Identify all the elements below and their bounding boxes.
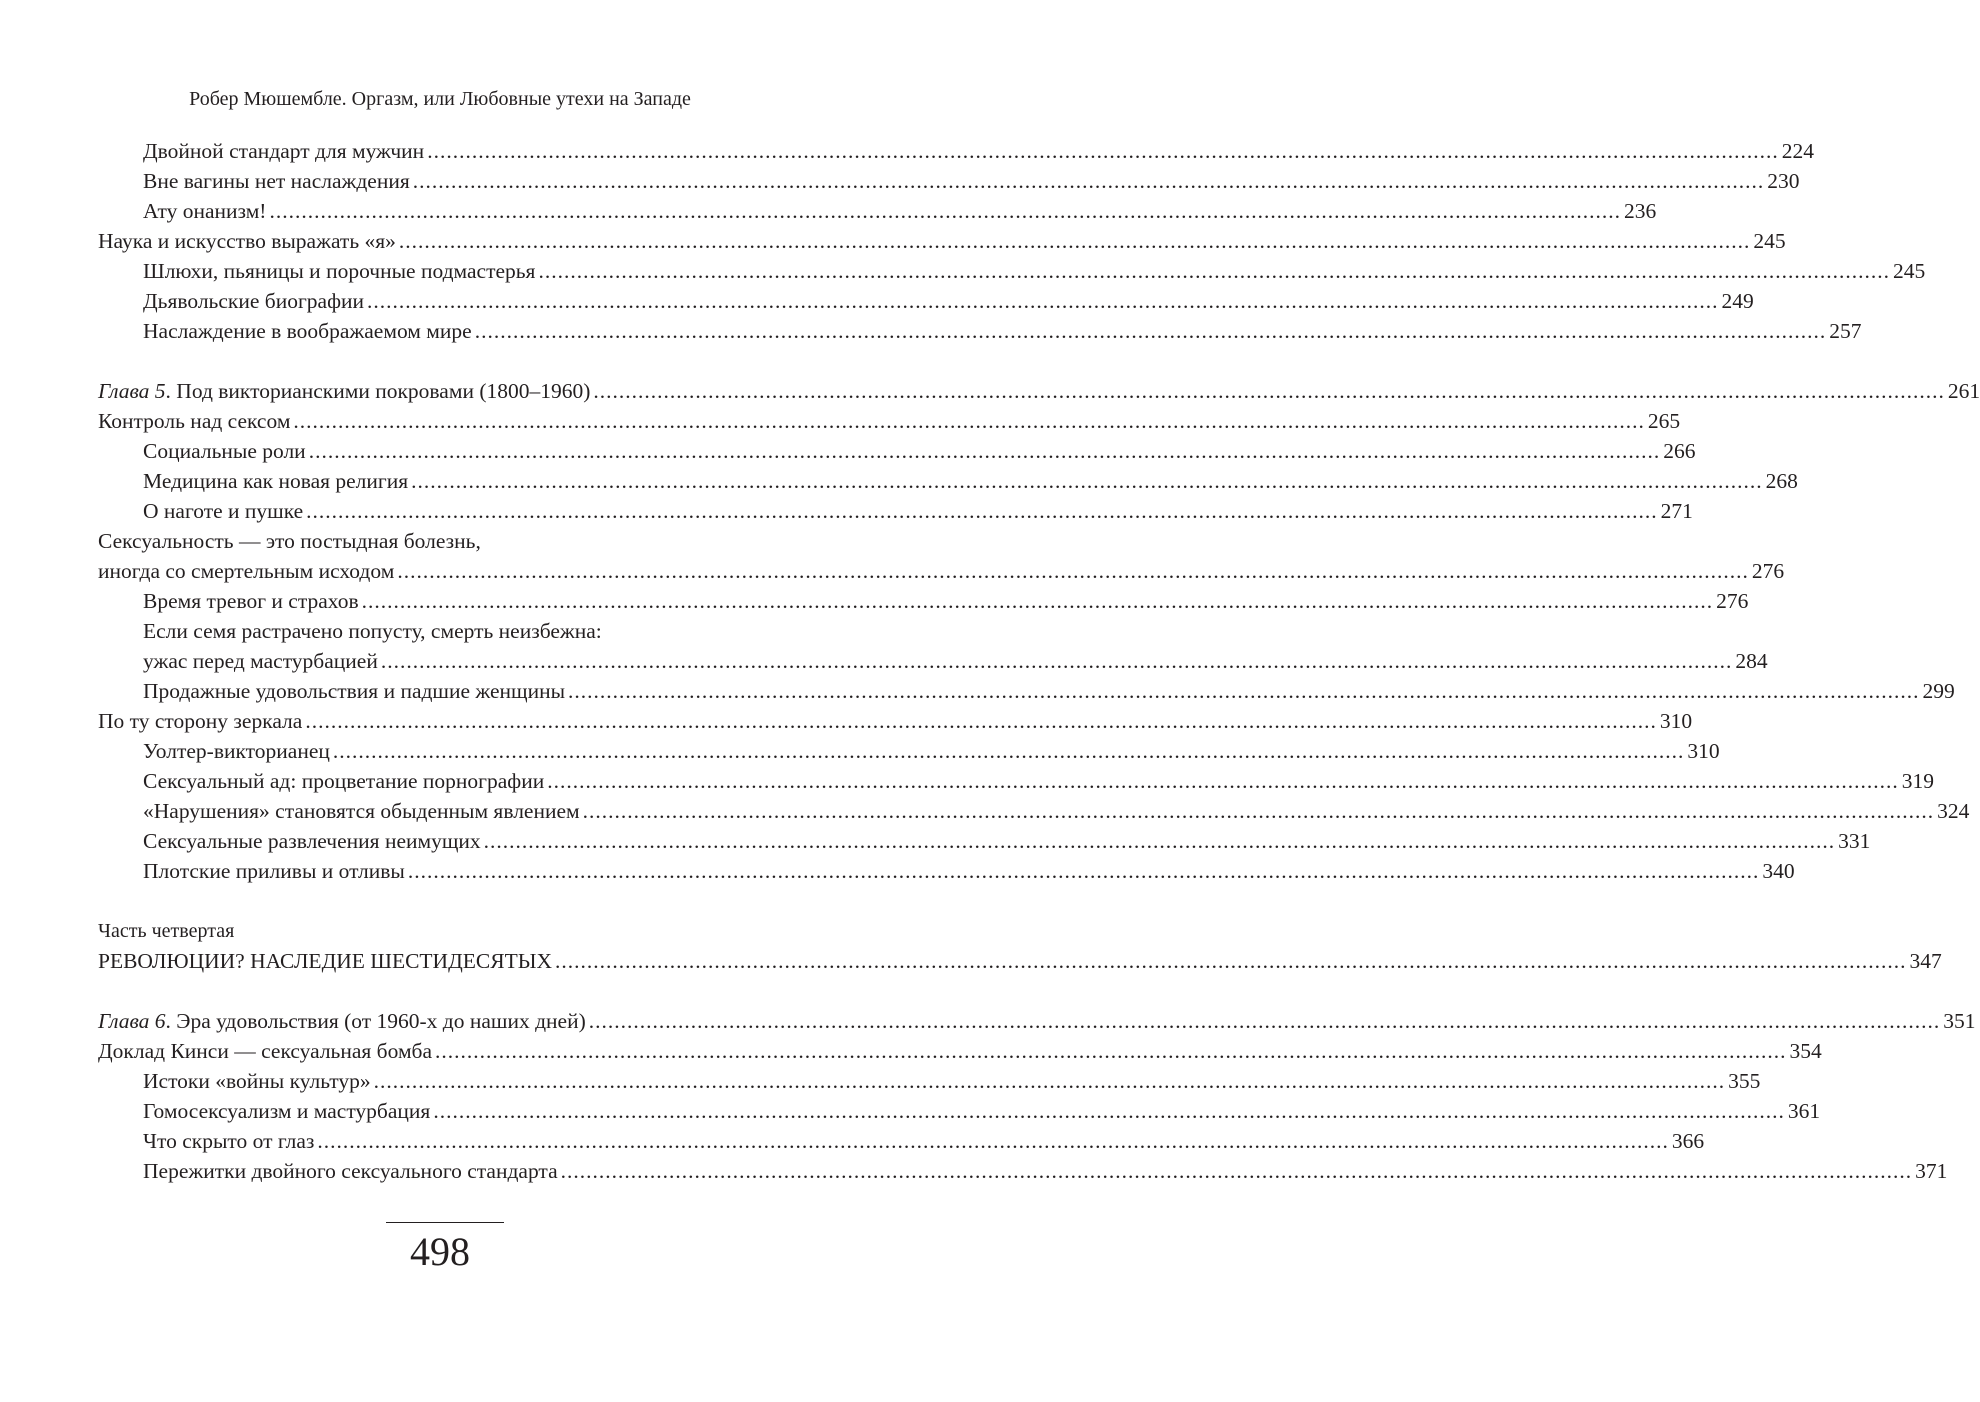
part-title: РЕВОЛЮЦИИ? НАСЛЕДИЕ ШЕСТИДЕСЯТЫХ: [98, 949, 552, 973]
toc-entry-title: Время тревог и страхов: [143, 589, 359, 613]
toc-entry-title: Плотские приливы и отливы: [143, 859, 405, 883]
toc-entry-page: 299: [1922, 679, 1955, 703]
toc-section-title: По ту сторону зеркала: [98, 709, 303, 733]
chapter-label: Глава 5: [98, 379, 166, 403]
toc-entry-title: ужас перед мастурбацией: [143, 649, 378, 673]
toc-entry-page: 268: [1765, 469, 1798, 493]
toc-entry-page: 276: [1751, 559, 1785, 583]
toc-chapter-title: [98, 1006, 586, 1036]
toc-entry-title: О наготе и пушке: [143, 499, 304, 523]
toc-part: [98, 946, 1942, 976]
dot-leader: [305, 706, 1657, 736]
dot-leader: [484, 826, 1836, 856]
toc-entry: [98, 856, 1795, 886]
toc-entry-page: 249: [1721, 289, 1754, 313]
toc-entry: [98, 286, 1754, 316]
toc-section: [98, 226, 1786, 256]
dot-leader: [413, 166, 1765, 196]
dot-leader: [399, 226, 1751, 256]
toc-entry-title: Сексуальные развлечения неимущих: [143, 829, 481, 853]
toc-entry-page: 310: [1659, 709, 1693, 733]
toc-entry-title: Продажные удовольствия и падшие женщины: [143, 679, 566, 703]
dot-leader: [362, 586, 1714, 616]
toc-entry-title: Социальные роли: [143, 439, 306, 463]
toc-entry: [98, 1066, 1761, 1096]
toc-entry-page: 261: [1947, 379, 1980, 403]
toc-entry-page: 361: [1787, 1099, 1821, 1123]
toc-entry-page: 324: [1937, 799, 1970, 823]
dot-leader: [293, 406, 1645, 436]
dot-leader: [435, 1036, 1787, 1066]
toc-section-title: Контроль над сексом: [98, 409, 291, 433]
toc-chapter-title: [98, 376, 590, 406]
part-label: Часть четвертая: [98, 920, 235, 942]
toc-entry-title: Наслаждение в воображаемом мире: [143, 319, 472, 343]
toc-section: [98, 1036, 1822, 1066]
toc-entry-title: Шлюхи, пьяницы и порочные подмастерья: [143, 259, 536, 283]
toc-entry-page: 224: [1781, 139, 1814, 163]
toc-section: [98, 406, 1681, 436]
chapter-name: . Под викторианскими покровами (1800–1960): [165, 379, 591, 403]
toc-entry-title: Если семя растрачено попусту, смерть неизбежна:: [143, 619, 602, 643]
dot-leader: [411, 466, 1763, 496]
toc-entry-page: 271: [1660, 499, 1693, 523]
toc-entry-page: 276: [1716, 589, 1749, 613]
toc-chapter: [98, 1006, 1976, 1036]
toc-entry-page: 347: [1909, 949, 1942, 973]
toc-entry-page: 257: [1829, 319, 1862, 343]
dot-leader: [367, 286, 1719, 316]
toc-section: [98, 556, 1785, 586]
dot-leader: [568, 676, 1920, 706]
dot-leader: [408, 856, 1760, 886]
toc-entry: [98, 766, 1934, 796]
dot-leader: [589, 1006, 1941, 1036]
toc-entry-line: [98, 616, 792, 646]
toc-entry-title: Истоки «войны культур»: [143, 1069, 371, 1093]
dot-leader: [433, 1096, 1785, 1126]
toc-entry-page: 284: [1735, 649, 1768, 673]
dot-leader: [381, 646, 1733, 676]
toc-section: [98, 706, 1693, 736]
toc-entry-title: Двойной стандарт для мужчин: [143, 139, 425, 163]
toc-section-title: Сексуальность — это постыдная болезнь,: [98, 529, 481, 553]
toc-entry-page: 340: [1762, 859, 1795, 883]
toc-entry-title: Вне вагины нет наслаждения: [143, 169, 410, 193]
toc-entry-title: Уолтер-викторианец: [143, 739, 330, 763]
toc-entry: [98, 796, 1970, 826]
toc-entry-title: Дьявольские биографии: [143, 289, 365, 313]
toc-entry-page: 355: [1728, 1069, 1761, 1093]
toc-entry-page: 245: [1753, 229, 1786, 253]
toc-entry: [98, 166, 1800, 196]
toc-entry-title: Ату онанизм!: [143, 199, 267, 223]
toc-entry-page: 319: [1901, 769, 1934, 793]
toc-section-title: Доклад Кинси — сексуальная бомба: [98, 1039, 433, 1063]
toc-section-title: иногда со смертельным исходом: [98, 559, 395, 583]
dot-leader: [309, 436, 1661, 466]
toc-entry: [98, 256, 1926, 286]
dot-leader: [555, 946, 1907, 976]
toc-entry-page: 230: [1767, 169, 1800, 193]
toc-entry: [98, 466, 1798, 496]
dot-leader: [547, 766, 1899, 796]
dot-leader: [538, 256, 1890, 286]
toc-entry-page: 331: [1838, 829, 1871, 853]
running-header: Робер Мюшембле. Оргазм, или Любовные утехи на Западе: [189, 88, 691, 110]
dot-leader: [561, 1156, 1913, 1186]
toc-entry: [98, 586, 1749, 616]
toc-entry-title: Гомосексуализм и мастурбация: [143, 1099, 431, 1123]
toc-entry-title: Что скрыто от глаз: [143, 1129, 315, 1153]
toc-entry-page: 371: [1915, 1159, 1948, 1183]
footer-rule: [386, 1222, 504, 1223]
toc-entry-page: 245: [1892, 259, 1926, 283]
chapter-label: Глава 6: [98, 1009, 166, 1033]
page-number: 498: [410, 1229, 470, 1274]
dot-leader: [333, 736, 1685, 766]
toc-entry-page: 236: [1623, 199, 1657, 223]
toc-entry-page: 366: [1671, 1129, 1705, 1153]
toc-entry: [98, 1126, 1705, 1156]
toc-chapter: [98, 376, 1980, 406]
toc-entry: [98, 496, 1693, 526]
toc-entry: [98, 316, 1862, 346]
toc-entry: [98, 646, 1768, 676]
dot-leader: [583, 796, 1935, 826]
table-of-contents: [98, 136, 1980, 1186]
dot-leader: [306, 496, 1658, 526]
dot-leader: [374, 1066, 1726, 1096]
toc-entry: [98, 136, 1814, 166]
toc-entry-title: Сексуальный ад: процветание порнографии: [143, 769, 545, 793]
toc-entry-page: 354: [1789, 1039, 1822, 1063]
toc-entry: [98, 736, 1720, 766]
toc-entry: [98, 1156, 1948, 1186]
dot-leader: [475, 316, 1827, 346]
toc-entry: [98, 196, 1657, 226]
toc-entry-title: Медицина как новая религия: [143, 469, 409, 493]
toc-entry-title: Пережитки двойного сексуального стандарта: [143, 1159, 558, 1183]
toc-entry-page: 310: [1687, 739, 1720, 763]
dot-leader: [593, 376, 1945, 406]
toc-section-line: [98, 526, 792, 556]
toc-entry-page: 265: [1647, 409, 1681, 433]
toc-entry: [98, 676, 1955, 706]
dot-leader: [397, 556, 1749, 586]
toc-entry-page: 266: [1663, 439, 1696, 463]
toc-entry-title: «Нарушения» становятся обыденным явлением: [143, 799, 580, 823]
toc-entry: [98, 826, 1871, 856]
dot-leader: [269, 196, 1621, 226]
dot-leader: [317, 1126, 1669, 1156]
toc-part-label: [98, 916, 792, 946]
chapter-name: . Эра удовольствия (от 1960-х до наших дней): [165, 1009, 586, 1033]
toc-entry: [98, 1096, 1821, 1126]
toc-entry-page: 351: [1943, 1009, 1976, 1033]
toc-section-title: Наука и искусство выражать «я»: [98, 229, 396, 253]
dot-leader: [427, 136, 1779, 166]
toc-entry: [98, 436, 1696, 466]
